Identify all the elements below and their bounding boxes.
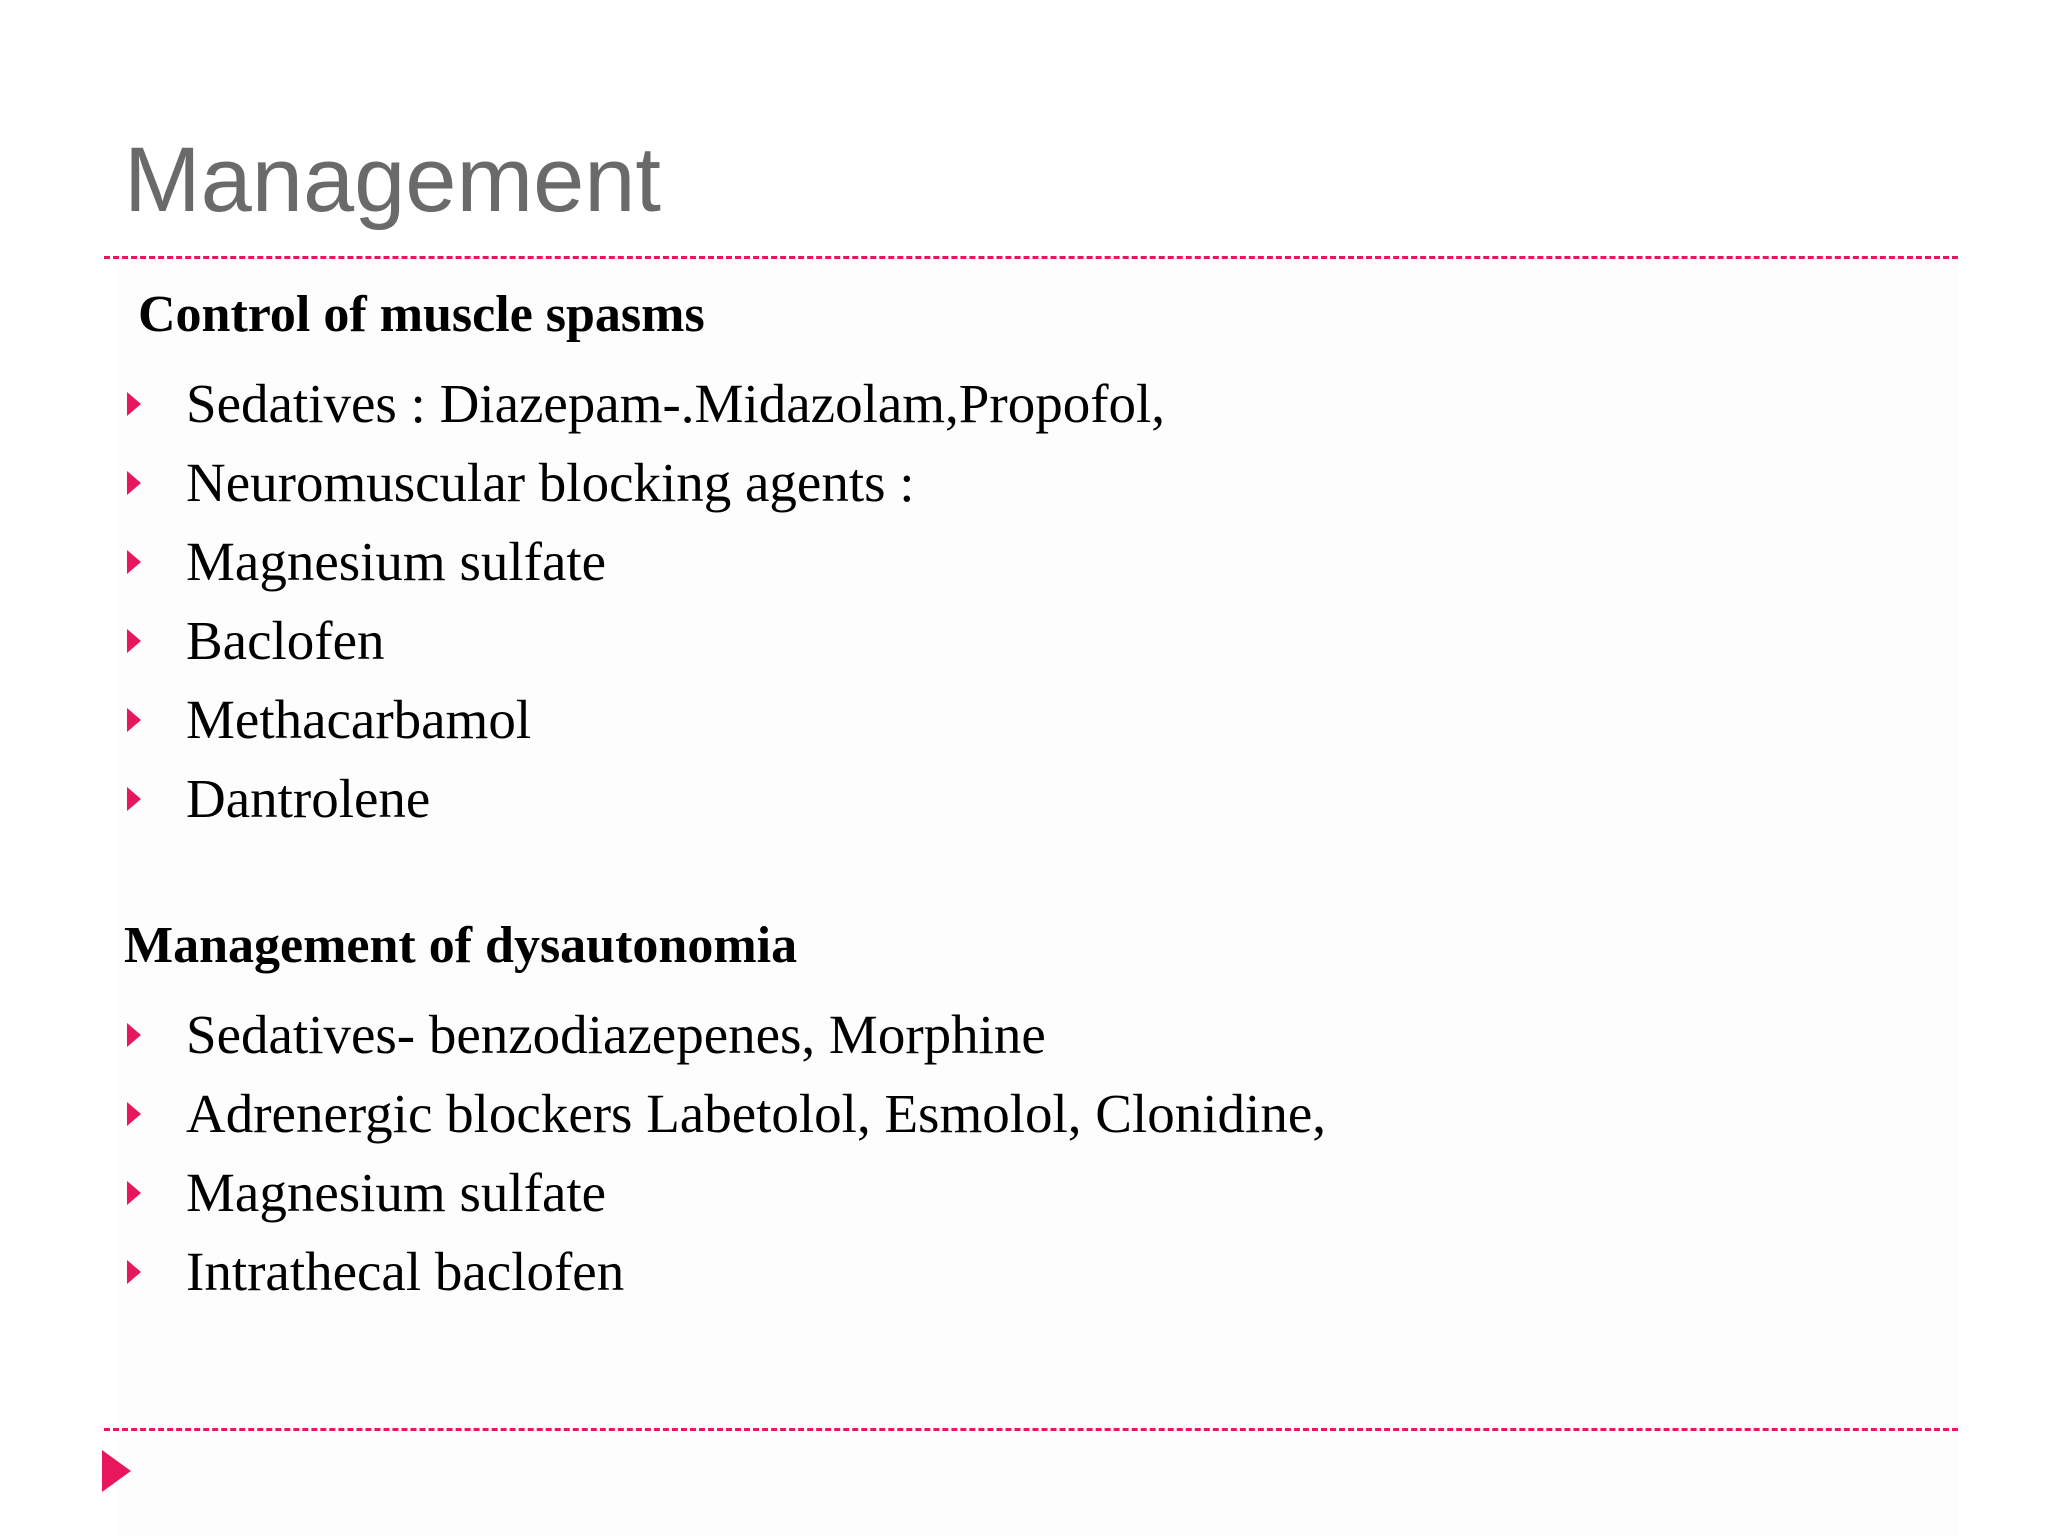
triangle-right-icon (127, 1023, 141, 1047)
bottom-divider (104, 1428, 1958, 1431)
list-item-text: Methacarbamol (186, 689, 532, 750)
top-divider (104, 256, 1958, 259)
list-item (124, 995, 1326, 1074)
section-heading-muscle-spasms: Control of muscle spasms (138, 286, 705, 343)
triangle-right-icon (102, 1450, 131, 1492)
triangle-right-icon (127, 1102, 141, 1126)
list-item-text: Magnesium sulfate (186, 531, 607, 592)
muscle-spasms-list (124, 364, 1165, 838)
list-item-text: Neuromuscular blocking agents : (186, 452, 915, 513)
list-item (124, 364, 1165, 443)
triangle-right-icon (127, 1181, 141, 1205)
list-item-text: Intrathecal baclofen (186, 1241, 625, 1302)
list-item (124, 1232, 1326, 1311)
list-item (124, 1074, 1326, 1153)
triangle-right-icon (127, 708, 141, 732)
slide-title: Management (124, 129, 661, 231)
list-item (124, 601, 1165, 680)
list-item-text: Dantrolene (186, 768, 431, 829)
list-item-text: Adrenergic blockers Labetolol, Esmolol, Clonidine, (186, 1083, 1326, 1144)
list-item (124, 522, 1165, 601)
list-item-text: Sedatives : Diazepam-.Midazolam,Propofol, (186, 373, 1166, 434)
list-item-text: Magnesium sulfate (186, 1162, 607, 1223)
dysautonomia-list (124, 995, 1326, 1311)
triangle-right-icon (127, 392, 141, 416)
triangle-right-icon (127, 550, 141, 574)
list-item (124, 1153, 1326, 1232)
triangle-right-icon (127, 1260, 141, 1284)
triangle-right-icon (127, 471, 141, 495)
section-heading-dysautonomia: Management of dysautonomia (124, 917, 798, 974)
triangle-right-icon (127, 787, 141, 811)
triangle-right-icon (127, 629, 141, 653)
list-item-text: Baclofen (186, 610, 385, 671)
list-item (124, 680, 1165, 759)
list-item (124, 443, 1165, 522)
list-item (124, 759, 1165, 838)
list-item-text: Sedatives- benzodiazepenes, Morphine (186, 1004, 1046, 1065)
